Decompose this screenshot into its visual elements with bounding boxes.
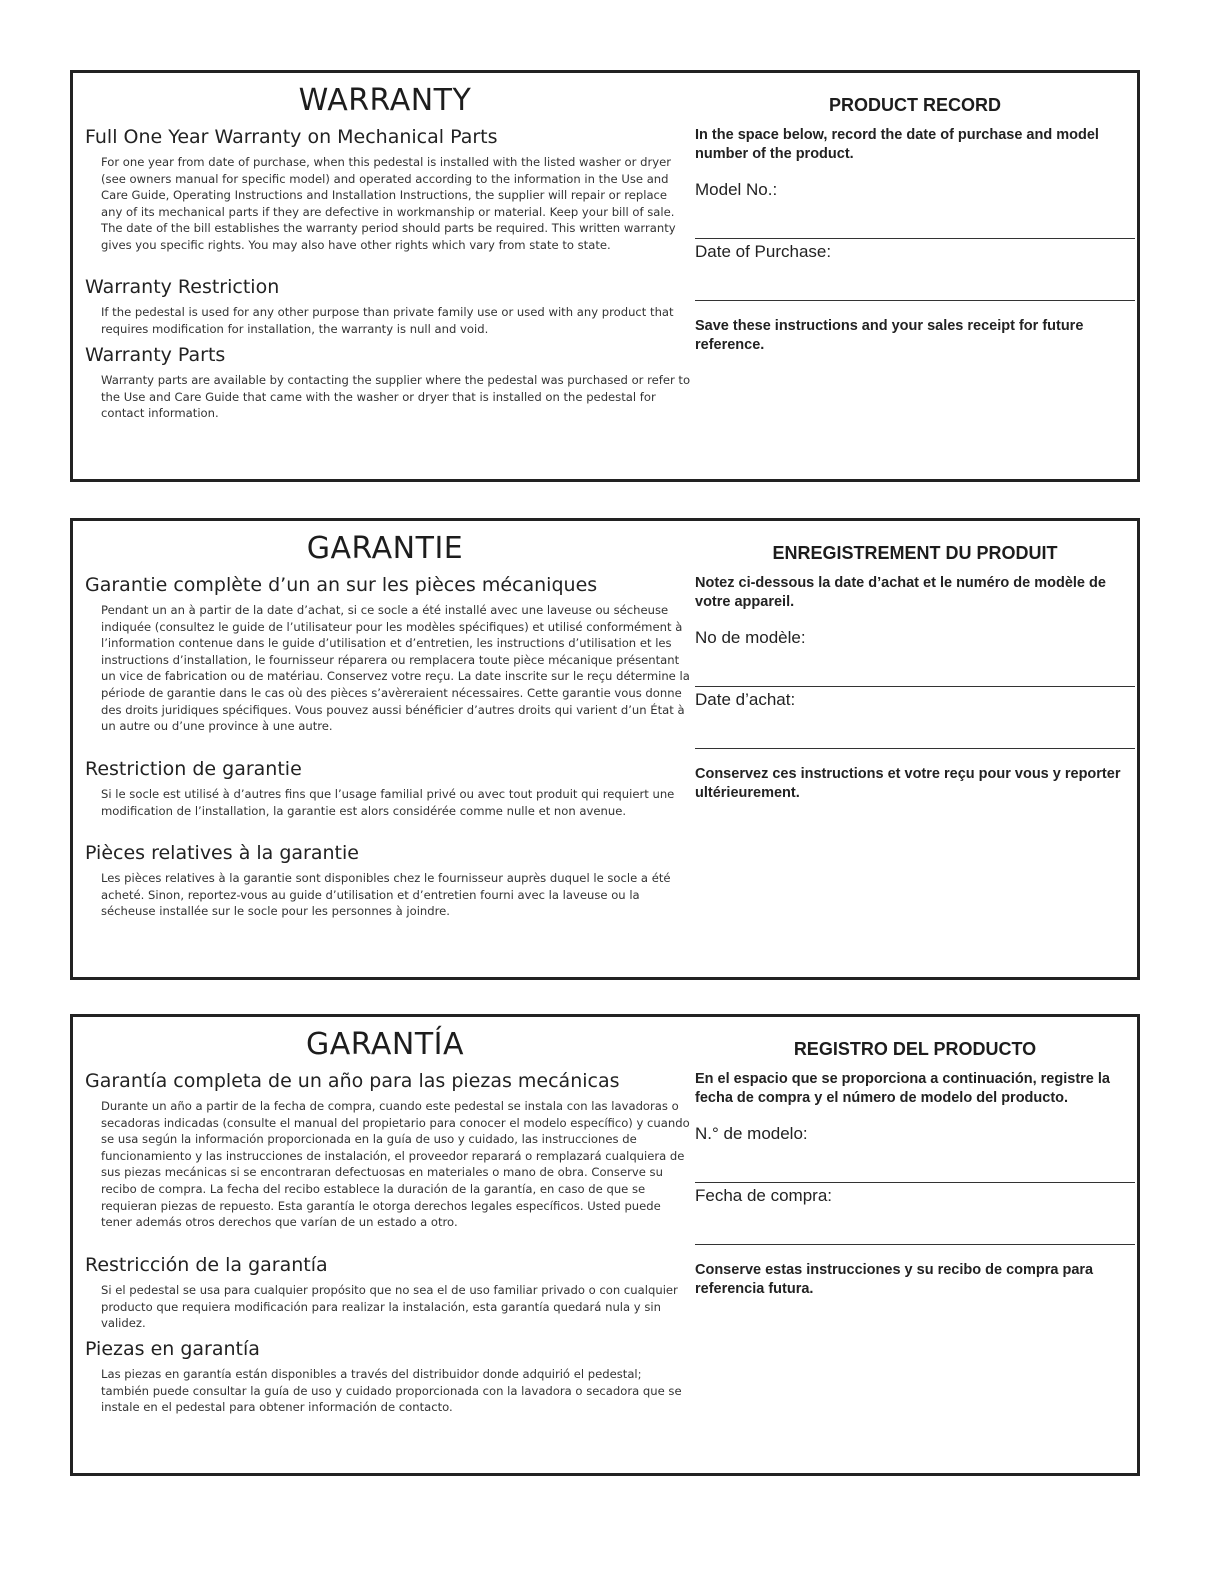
product-record-title: ENREGISTREMENT DU PRODUIT: [772, 543, 1058, 563]
product-record-intro: Notez ci-dessous la date d’achat et le numéro de modèle de votre appareil.: [695, 575, 1106, 610]
restriction-text: Si le socle est utilisé à d’autres fins que l’usage familial privé ou avec tout produit qui requiert une modification de l’installation, la garantie est alors considérée comme nulle et non avenue.: [101, 787, 675, 818]
product-record: [695, 543, 1135, 803]
warranty-title: GARANTIE: [306, 531, 464, 566]
product-record-intro: En el espacio que se proporciona a continuación, registre la fecha de compra y el número de modelo del producto.: [695, 1071, 1110, 1106]
mechanical-parts-text: Pendant un an à partir de la date d’achat, si ce socle a été installé avec une laveuse ou sécheuse indiquée (consultez le guide de l’utilisateur pour les modèles spécifiques) et utilisé conformément à l’information contenue dans le guide d’utilisation et d’entretien, les instructions d’utilisation et les instructions d’installation, le fournisseur réparera ou remplacera toute pièce mécanique présentant un vice de fabrication ou de matériau. Conservez votre reçu. La date inscrite sur le reçu détermine la période de garantie dans le cas où des pièces s’avèreraient nécessaires. Cette garantie vous donne des droits juridiques spécifiques. Vous pouvez aussi bénéficier d’autres droits qui varient d’un État à un autre ou d’une province à une autre.: [101, 603, 690, 734]
purchase-date-label: Date of Purchase:: [695, 242, 832, 261]
product-record: [695, 1039, 1135, 1299]
product-record-title: PRODUCT RECORD: [828, 95, 1001, 115]
save-instructions-note: Conservez ces instructions et votre reçu pour vous y reporter ultérieurement.: [695, 766, 1121, 801]
restriction-text: If the pedestal is used for any other purpose than private family use or used with any product that requires modification for installation, the warranty is null and void.: [101, 305, 674, 336]
mechanical-parts-heading: Garantie complète d’un an sur les pièces mécaniques: [85, 574, 598, 596]
purchase-date-label: Fecha de compra:: [695, 1186, 833, 1205]
model-number-line[interactable]: [695, 686, 1135, 687]
save-instructions-note: Conserve estas instrucciones y su recibo de compra para referencia futura.: [695, 1262, 1094, 1297]
warranty-terms: [85, 83, 691, 426]
purchase-date-label: Date d’achat:: [695, 690, 796, 709]
purchase-date-line[interactable]: [695, 1244, 1135, 1245]
save-instructions-note: Save these instructions and your sales receipt for future reference.: [695, 318, 1084, 353]
warranty-section-french: [70, 518, 1140, 980]
warranty-title: WARRANTY: [298, 83, 472, 118]
model-number-label: Model No.:: [695, 180, 778, 199]
restriction-heading: Warranty Restriction: [85, 276, 280, 298]
warranty-title: GARANTÍA: [305, 1027, 465, 1062]
mechanical-parts-text: Durante un año a partir de la fecha de compra, cuando este pedestal se instala con las lavadoras o secadoras indicadas (consulte el manual del propietario para conocer el modelo específico) y cuando se usa según la información proporcionada en la guía de uso y cuidado, las instrucciones de funcionamiento y las instrucciones de instalación, el proveedor reparará o remplazará cualquiera de sus piezas mecánicas si se encontraran defectuosas en materiales o mano de obra. Conserve su recibo de compra. La fecha del recibo establece la duración de la garantía, en caso de que se requieran piezas de repuesto. Esta garantía le otorga derechos legales específicos. Usted puede tener además otros derechos que varían de un estado a otro.: [101, 1099, 690, 1230]
mechanical-parts-heading: Garantía completa de un año para las piezas mecánicas: [85, 1070, 620, 1092]
parts-text: Warranty parts are available by contacting the supplier where the pedestal was purchased or refer to the Use and Care Guide that came with the washer or dryer that is installed on the pedestal for contact information.: [101, 373, 691, 421]
product-record: [695, 95, 1135, 355]
model-number-line[interactable]: [695, 238, 1135, 239]
purchase-date-line[interactable]: [695, 300, 1135, 301]
restriction-heading: Restricción de la garantía: [85, 1254, 328, 1276]
parts-heading: Pièces relatives à la garantie: [85, 842, 359, 864]
model-number-label: N.° de modelo:: [695, 1124, 808, 1143]
model-number-label: No de modèle:: [695, 628, 806, 647]
warranty-section-english: [70, 70, 1140, 482]
warranty-terms: [85, 1027, 690, 1420]
purchase-date-line[interactable]: [695, 748, 1135, 749]
product-record-title: REGISTRO DEL PRODUCTO: [793, 1039, 1037, 1059]
model-number-line[interactable]: [695, 1182, 1135, 1183]
warranty-terms: [85, 531, 690, 924]
restriction-heading: Restriction de garantie: [85, 758, 302, 780]
parts-text: Las piezas en garantía están disponibles a través del distribuidor donde adquirió el pedestal; también puede consultar la guía de uso y cuidado proporcionada con la lavadora o secadora que se instale en el pedestal para obtener información de contacto.: [101, 1367, 682, 1415]
warranty-section-spanish: [70, 1014, 1140, 1476]
mechanical-parts-text: For one year from date of purchase, when this pedestal is installed with the listed washer or dryer (see owners manual for specific model) and operated according to the information in the Use and Care Guide, Operating Instructions and Installation Instructions, the supplier will repair or replace any of its mechanical parts if they are defective in workmanship or material. Keep your bill of sale. The date of the bill establishes the warranty period should parts be required. This written warranty gives you specific rights. You may also have other rights which vary from state to state.: [101, 155, 676, 252]
parts-heading: Piezas en garantía: [85, 1338, 260, 1360]
product-record-intro: In the space below, record the date of purchase and model number of the product.: [695, 127, 1099, 162]
parts-text: Les pièces relatives à la garantie sont disponibles chez le fournisseur auprès duquel le socle a été acheté. Sinon, reportez-vous au guide d’utilisation et d’entretien fourni avec la laveuse ou la sécheuse installée sur le socle pour les personnes à joindre.: [101, 871, 671, 919]
mechanical-parts-heading: Full One Year Warranty on Mechanical Parts: [85, 126, 498, 148]
parts-heading: Warranty Parts: [85, 344, 226, 366]
restriction-text: Si el pedestal se usa para cualquier propósito que no sea el de uso familiar privado o con cualquier producto que requiera modificación para realizar la instalación, esta garantía quedará nula y sin validez.: [101, 1283, 678, 1331]
